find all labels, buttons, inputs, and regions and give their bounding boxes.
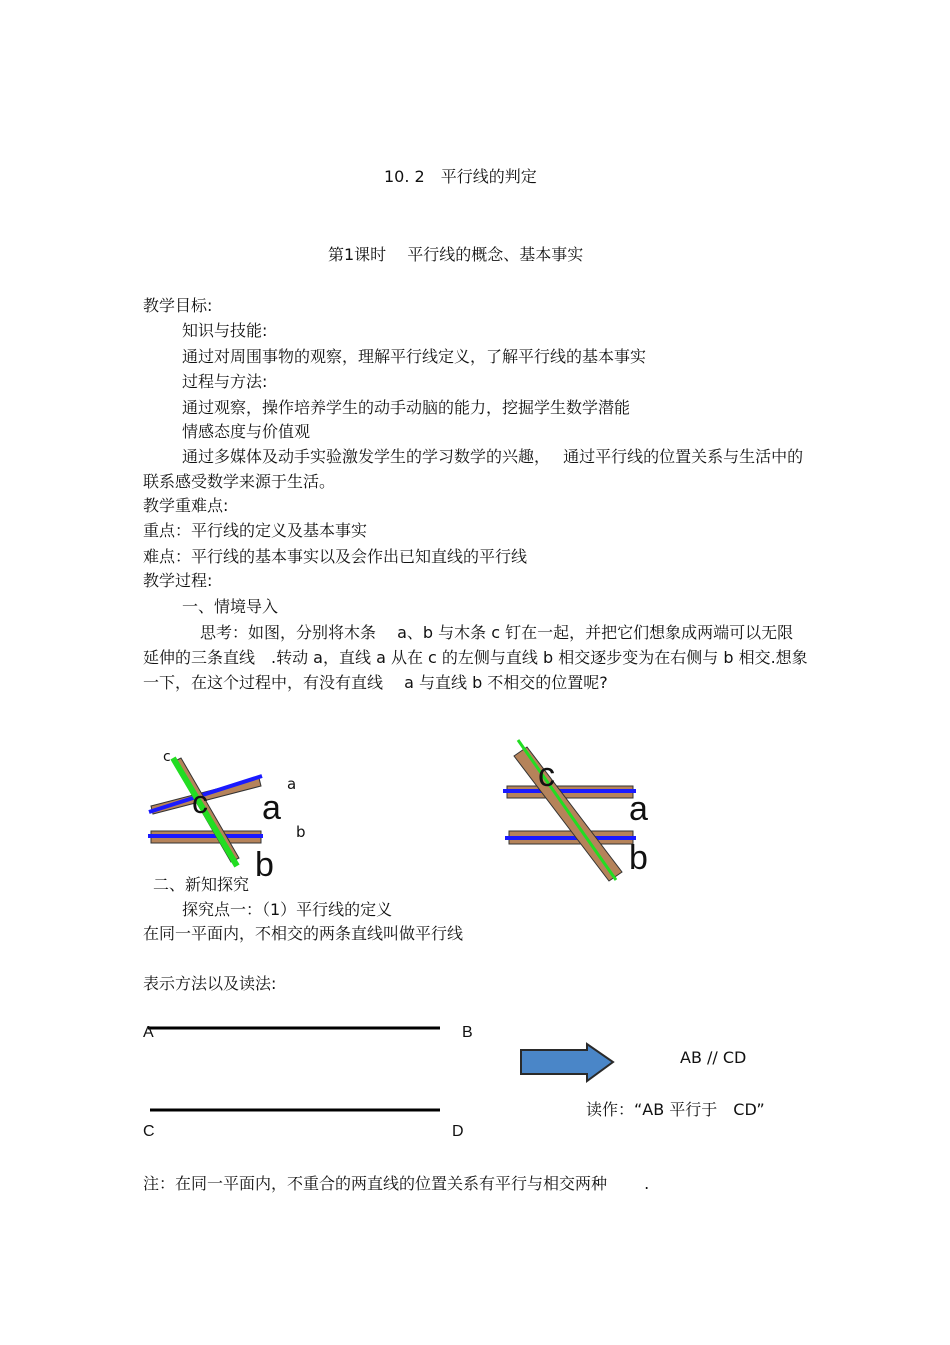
fig1-label-c-small: c [163, 749, 171, 765]
section-situation: 一、情境导入 [182, 597, 279, 616]
point-d-label: D [452, 1123, 464, 1140]
attitude-text: 通过多媒体及动手实验激发学生的学习数学的兴趣， 通过平行线的位置关系与生活中的联系感受数学来源于生活。 [143, 447, 804, 491]
fig2-label-a: a [629, 790, 648, 828]
line-c2 [518, 740, 616, 880]
process-section-heading: 教学过程: [143, 571, 213, 590]
point-a-label: A [143, 1024, 154, 1041]
figure-2 [503, 740, 636, 881]
key-point: 重点：平行线的定义及基本事实 [143, 521, 368, 540]
difficult-point: 难点：平行线的基本事实以及会作出已知直线的平行线 [143, 547, 528, 566]
parallel-definition: 在同一平面内，不相交的两条直线叫做平行线 [143, 924, 464, 943]
explore-point-1: 探究点一：（1）平行线的定义 [182, 900, 393, 919]
knowledge-text: 通过对周围事物的观察，理解平行线定义，了解平行线的基本事实 [182, 347, 647, 366]
process-heading: 过程与方法: [182, 372, 268, 391]
process-text: 通过观察，操作培养学生的动手动脑的能力，挖掘学生数学潜能 [182, 398, 631, 417]
question-text: 思考：如图，分别将木条 a、b 与木条 c 钉在一起，并把它们想象成两端可以无限延伸的三条直线 .转动 a，直线 a 从在 c 的左侧与直线 b 相交逐步变为在右侧与 b 相交.想象一下，在这个过程中，有没有直线 a 与直线 b 不相交的位置呢? [143, 623, 808, 692]
section-new-knowledge: 二、新知探究 [153, 875, 250, 894]
fig2-label-c: c [538, 756, 555, 794]
parallel-reading: 读作：“AB 平行于 CD” [586, 1100, 765, 1119]
knowledge-heading: 知识与技能: [182, 321, 268, 340]
lesson-title: 第1课时 平行线的概念、基本事实 [328, 245, 584, 264]
fig1-label-c: c [192, 784, 208, 820]
note-text: 注：在同一平面内，不重合的两直线的位置关系有平行与相交两种 . [143, 1174, 650, 1193]
attitude-heading: 情感态度与价值观 [182, 422, 311, 441]
page-title: 10. 2 平行线的判定 [384, 167, 537, 186]
notation-heading: 表示方法以及读法: [143, 974, 277, 993]
fig1-label-b-small: b [296, 823, 306, 841]
right-arrow-icon [521, 1044, 613, 1081]
objectives-heading: 教学目标: [143, 296, 213, 315]
fig2-label-b: b [629, 839, 648, 877]
difficulties-heading: 教学重难点: [143, 496, 229, 515]
parallel-notation: AB ∕∕ CD [680, 1048, 747, 1067]
fig1-label-a-small: a [287, 775, 297, 793]
point-c-label: C [143, 1123, 155, 1140]
fig1-label-b: b [255, 846, 274, 884]
point-b-label: B [462, 1024, 473, 1041]
fig1-label-a: a [262, 789, 281, 827]
